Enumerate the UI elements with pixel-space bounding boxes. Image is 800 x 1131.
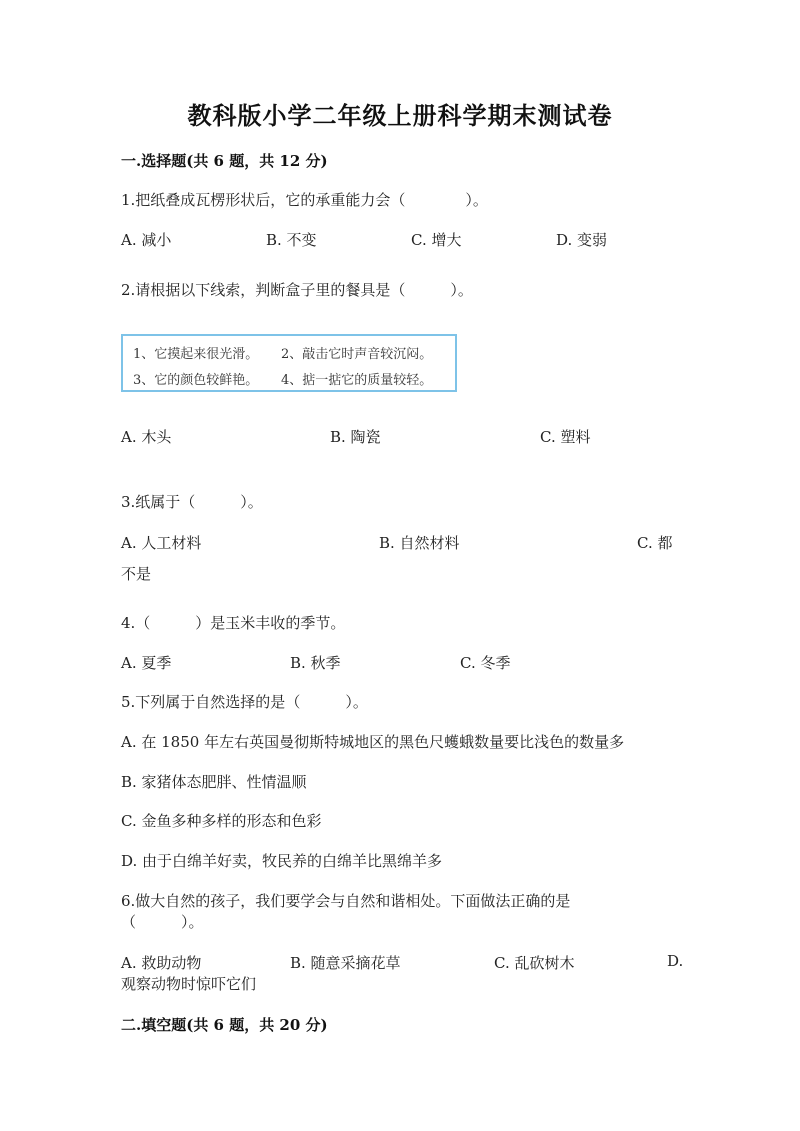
question-3-stem: 3.纸属于（ ）。 — [121, 493, 263, 511]
q4-option-b: B. 秋季 — [290, 654, 341, 672]
q6-option-d: D. — [667, 952, 684, 970]
section-heading-choice: 一.选择题(共 6 题，共 12 分) — [121, 152, 328, 170]
q4-option-a: A. 夏季 — [121, 654, 172, 672]
q6-option-b: B. 随意采摘花草 — [290, 954, 401, 972]
q3-option-c: C. 都 — [637, 534, 673, 552]
question-2-stem: 2.请根据以下线索，判断盒子里的餐具是（ ）。 — [121, 281, 473, 299]
q5-option-b: B. 家猪体态肥胖、性情温顺 — [121, 773, 307, 791]
question-6-stem-wrap: （ ）。 — [121, 913, 204, 931]
question-4-stem: 4.（ ）是玉米丰收的季节。 — [121, 614, 346, 632]
question-5-stem: 5.下列属于自然选择的是（ ）。 — [121, 693, 368, 711]
section-heading-fill: 二.填空题(共 6 题，共 20 分) — [121, 1016, 328, 1034]
question-1-stem: 1.把纸叠成瓦楞形状后，它的承重能力会（ ）。 — [121, 191, 488, 209]
q1-option-a: A. 减小 — [121, 231, 172, 249]
exam-title: 教科版小学二年级上册科学期末测试卷 — [187, 101, 613, 130]
clue-1: 1、它摸起来很光滑。 — [133, 347, 259, 362]
q3-option-c-wrap: 不是 — [121, 565, 152, 583]
q2-option-a: A. 木头 — [121, 428, 172, 446]
q3-option-a: A. 人工材料 — [121, 534, 202, 552]
clue-3: 3、它的颜色较鲜艳。 — [133, 373, 259, 388]
clue-box — [121, 334, 457, 392]
q6-option-d-wrap: 观察动物时惊吓它们 — [121, 975, 257, 993]
question-6-stem: 6.做大自然的孩子，我们要学会与自然和谐相处。下面做法正确的是 — [121, 892, 571, 910]
q5-option-a: A. 在 1850 年左右英国曼彻斯特城地区的黑色尺蠖蛾数量要比浅色的数量多 — [121, 733, 625, 751]
q6-option-a: A. 救助动物 — [121, 954, 202, 972]
q1-option-c: C. 增大 — [411, 231, 462, 249]
clue-2: 2、敲击它时声音较沉闷。 — [281, 347, 433, 362]
q4-option-c: C. 冬季 — [460, 654, 511, 672]
clue-4: 4、掂一掂它的质量较轻。 — [281, 373, 433, 388]
q5-option-c: C. 金鱼多种多样的形态和色彩 — [121, 812, 322, 830]
q2-option-b: B. 陶瓷 — [330, 428, 381, 446]
q1-option-d: D. 变弱 — [556, 231, 608, 249]
q3-option-b: B. 自然材料 — [379, 534, 460, 552]
q5-option-d: D. 由于白绵羊好卖，牧民养的白绵羊比黑绵羊多 — [121, 852, 443, 870]
q2-option-c: C. 塑料 — [540, 428, 591, 446]
q1-option-b: B. 不变 — [266, 231, 317, 249]
q6-option-c: C. 乱砍树木 — [494, 954, 575, 972]
